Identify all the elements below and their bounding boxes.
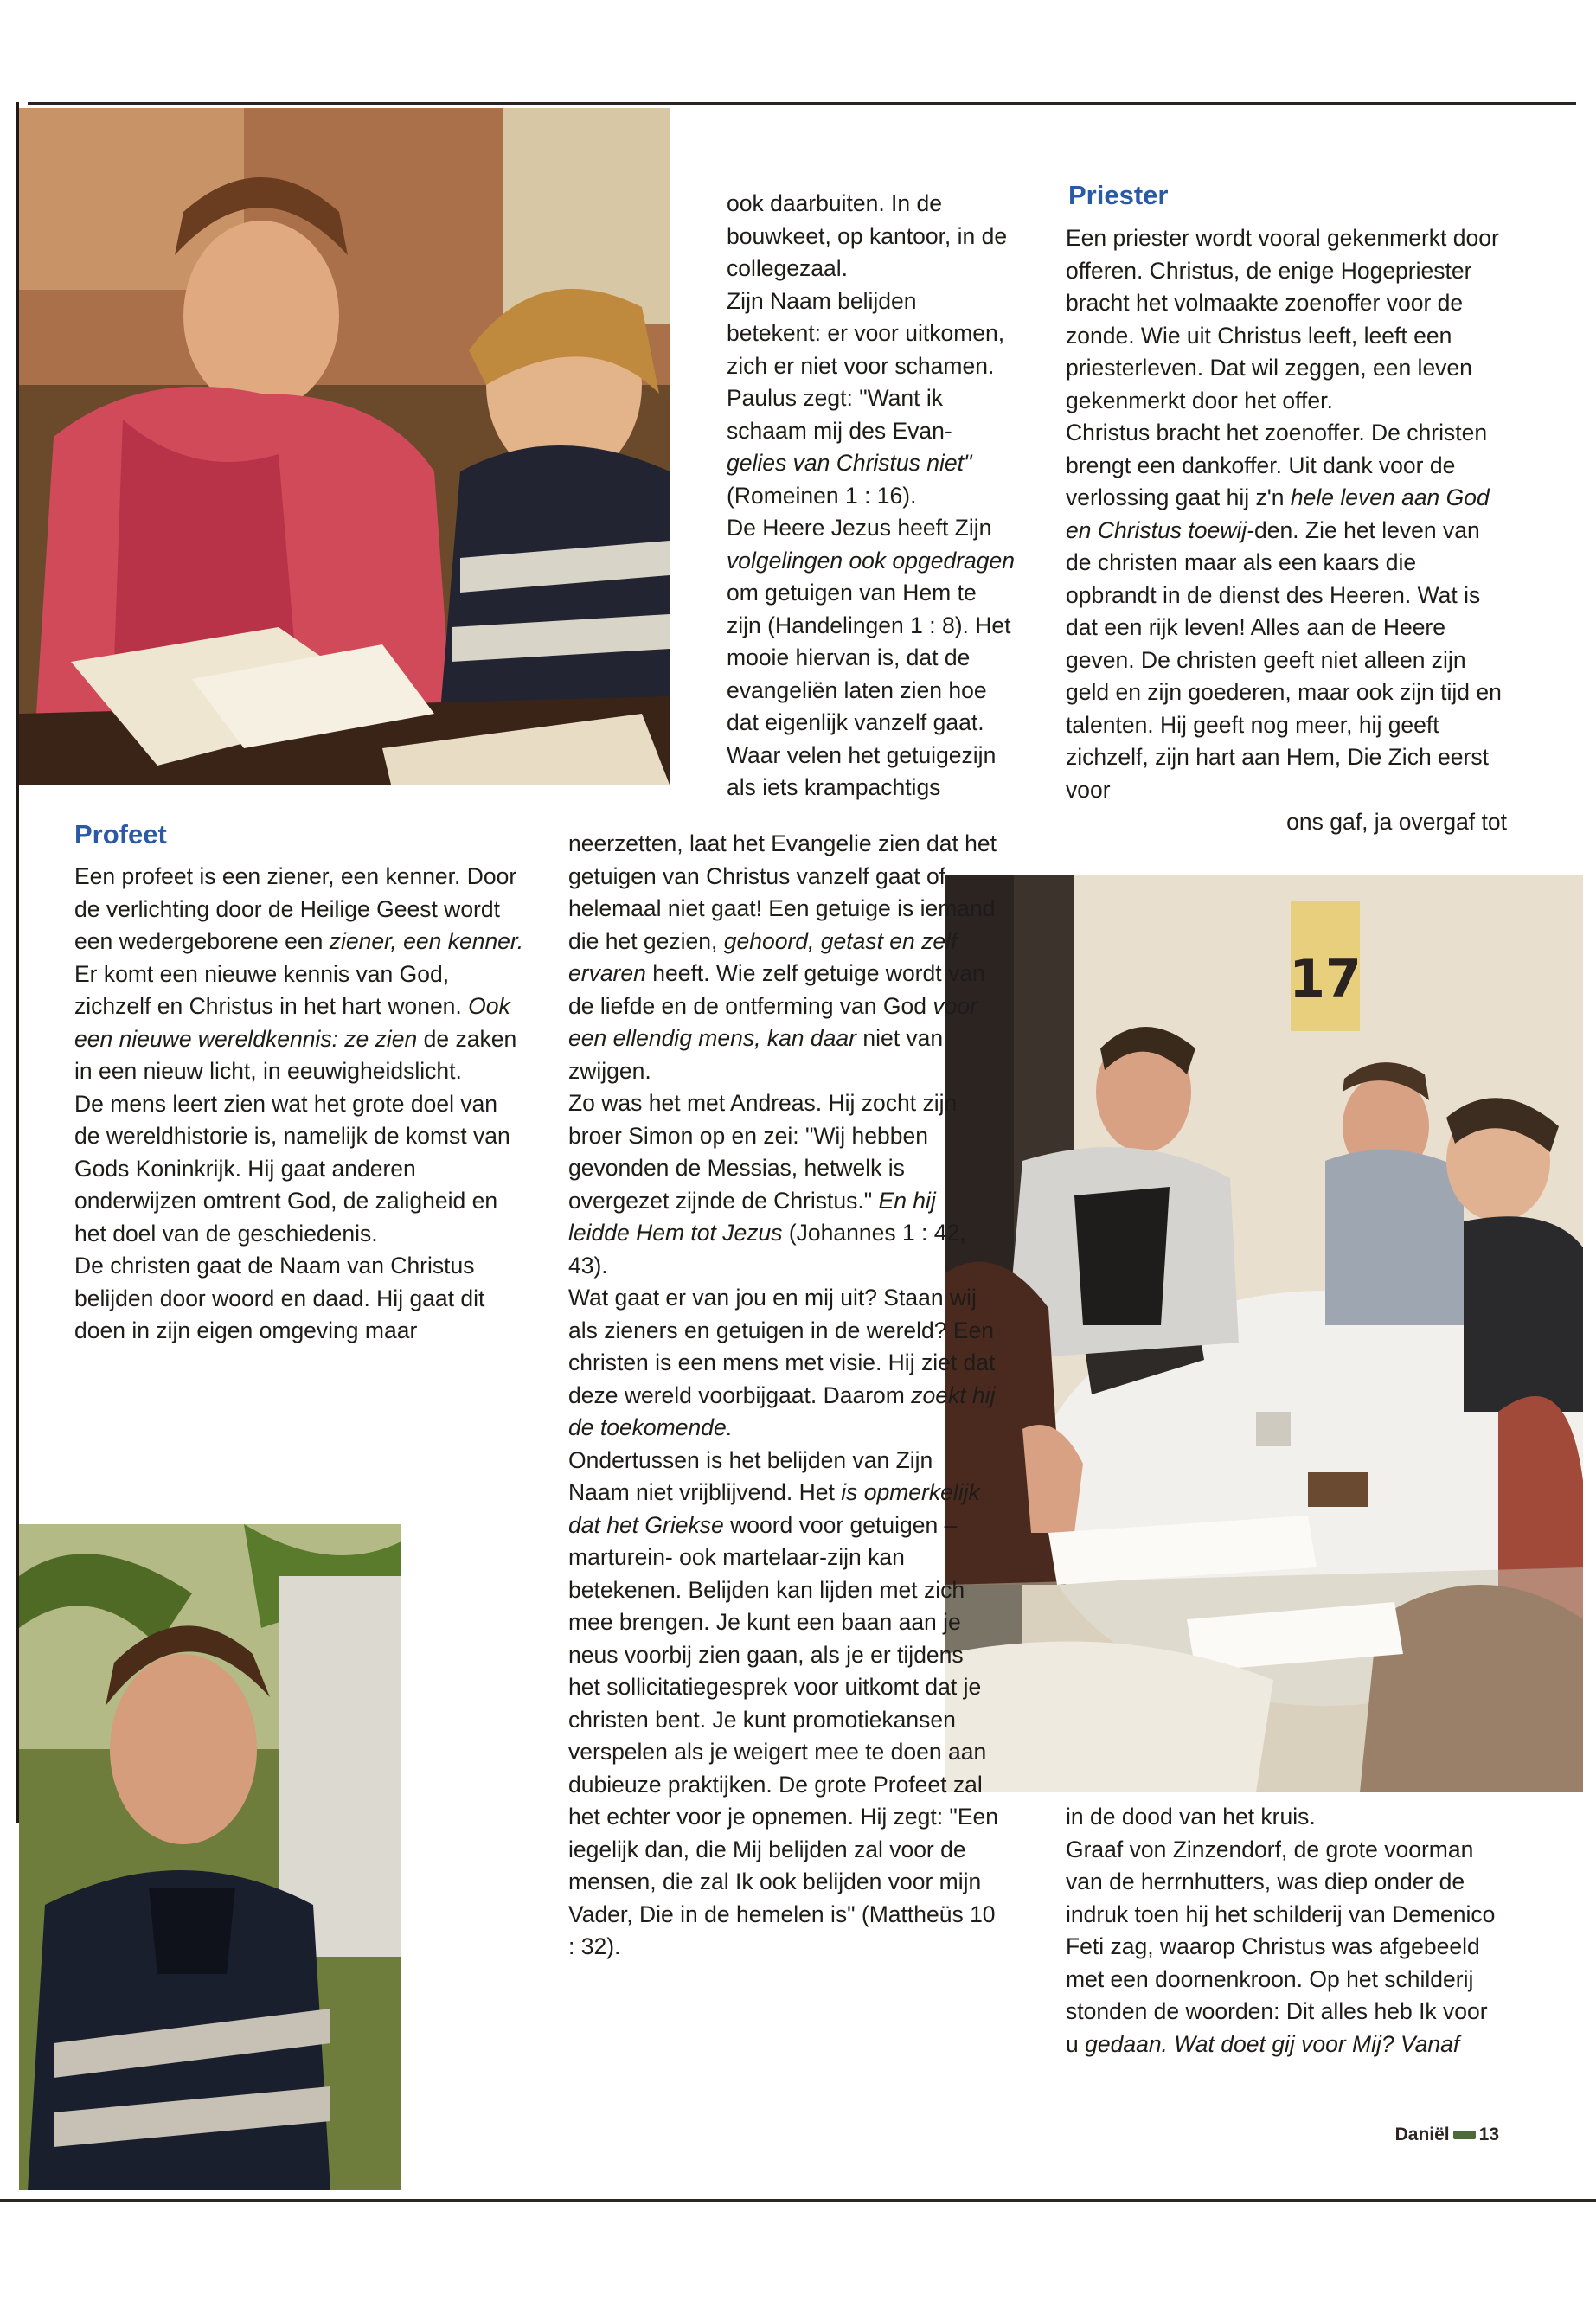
priester-c2: Graaf von Zinzendorf, de grote voorman van de herrnhutters, was diep onder de indruk toen hij het schilderij van Demenico Feti zag, waarop Christus was afgebeeld met een doornenkroon. Op het schilderij stonden de woorden: Dit alles heb Ik voor u bbox=[1066, 1836, 1496, 2057]
page-top-edge bbox=[28, 102, 1576, 105]
magazine-name: Daniël bbox=[1394, 2125, 1450, 2144]
middle-b2: Zo was het met Andreas. Hij zocht zijn broer Simon op en zei: "Wij hebben gevonden de Messias, hetwelk is overgezet zijnde de Christus." bbox=[568, 1090, 958, 1214]
middle-b4: Ondertussen is het belijden van Zijn Naam niet vrijblijvend. Het bbox=[568, 1446, 933, 1505]
profeet-p1-italic: ziener, een kenner. bbox=[329, 928, 524, 954]
middle-b2-italic: En hij leidde Hem tot Jezus bbox=[568, 1187, 936, 1246]
middle-b4b: woord voor getuigen –marturein- ook martelaar-zijn kan betekenen. Belijden kan lijden met zich mee brengen. Je kunt een baan aan je neus voorbij zien gaan, als je er tijdens het sollicitatiegesprek voor uitkomt dat je christen bent. Je kunt promotiekansen verspelen als je weigert mee te doen aan dubieuze praktijken. De grote Profeet zal het echter voor je opnemen. Hij zegt: "Een iegelijk dan, die Mij belijden zal voor de mensen, die zal Ik ook belijden voor mijn Vader, Die in de hemelen is" (Mattheüs 10 : 32). bbox=[568, 1511, 998, 1959]
priester-c2-italic: gedaan. Wat doet gij voor Mij? Vanaf bbox=[1085, 2030, 1460, 2057]
middle-column-top bbox=[727, 188, 1016, 804]
profeet-p3: De mens leert zien wat het grote doel van de wereldhistorie is, namelijk de komst van Gods Koninkrijk. Hij gaat anderen onderwijzen omtrent God, de zaligheid en het doel van de geschiedenis. bbox=[74, 1090, 510, 1247]
priester-p2b: den. Zie het leven van de christen maar als een kaars die opbrandt in de dienst des Heeren. Wat is dat een rijk leven! Alles aan de Heere geven. De christen geeft niet alleen zijn geld en zijn goederen, maar ook zijn tijd en talenten. Hij geeft nog meer, hij geeft zichzelf, zijn hart aan Hem, Die Zich eerst voor bbox=[1066, 516, 1502, 803]
profeet-heading: Profeet bbox=[74, 819, 167, 849]
middle-b1-italic2: voor een ellendig mens, kan daar bbox=[568, 992, 977, 1051]
middle-a2: Zijn Naam belijden betekent: er voor uitkomen, zich er niet voor schamen. Paulus zegt: "Want ik schaam mij des Evan- bbox=[727, 287, 1005, 444]
profeet-p2b: de zaken in een nieuw licht, in eeuwigheidslicht. bbox=[74, 1025, 517, 1084]
middle-b4-italic: is opmerkelijk dat het Griekse bbox=[568, 1479, 980, 1538]
priester-column-bottom bbox=[1066, 1801, 1498, 2061]
profeet-p2: Er komt een nieuwe kennis van God, zichzelf en Christus in het hart wonen. bbox=[74, 960, 462, 1019]
priester-p2: Christus bracht het zoenoffer. De christen brengt een dankoffer. Uit dank voor de verlossing gaat hij z'n bbox=[1066, 420, 1488, 510]
middle-b3-italic: zoekt hij de toekomende. bbox=[568, 1381, 996, 1440]
profeet-column bbox=[74, 861, 524, 1348]
profeet-p2-italic: Ook een nieuwe wereldkennis: ze zien bbox=[74, 993, 510, 1052]
page-footer bbox=[1395, 2125, 1499, 2145]
priester-column-top bbox=[1066, 222, 1507, 839]
middle-b1: neerzetten, laat het Evangelie zien dat het getuigen van Christus vanzelf gaat of helemaal niet gaat! Een getuige is iemand die het gezien, bbox=[568, 830, 997, 954]
middle-a3b: om getuigen van Hem te zijn (Handelingen 1 : 8). Het mooie hiervan is, dat de evangeliën laten zien hoe dat eigenlijk vanzelf gaat. Waar velen het getuigezijn als iets krampachtigs bbox=[727, 580, 1011, 800]
priester-p2c: ons gaf, ja overgaf tot bbox=[1286, 809, 1507, 835]
middle-b1-italic: gehoord, getast en zelf ervaren bbox=[568, 927, 958, 986]
middle-a3-italic: volgelingen ook opgedragen bbox=[727, 547, 1015, 574]
profeet-p4: De christen gaat de Naam van Christus belijden door woord en daad. Hij gaat dit doen in zijn eigen omgeving maar bbox=[74, 1253, 485, 1343]
photo-girls-reading bbox=[19, 108, 670, 785]
middle-a1: ook daarbuiten. In de bouwkeet, op kantoor, in de collegezaal. bbox=[727, 190, 1008, 281]
middle-a3: De Heere Jezus heeft Zijn bbox=[727, 515, 992, 541]
profeet-p1: Een profeet is een ziener, een kenner. Door de verlichting door de Heilige Geest wordt een wedergeborene een bbox=[74, 863, 517, 954]
middle-a2-italic: gelies van Christus niet" bbox=[727, 450, 972, 476]
priester-c1: in de dood van het kruis. bbox=[1066, 1804, 1316, 1830]
middle-b1b: heeft. Wie zelf getuige wordt van de liefde en de ontferming van God bbox=[568, 960, 985, 1019]
page-number: 13 bbox=[1478, 2125, 1499, 2144]
middle-b1c: niet van zwijgen. bbox=[568, 1025, 944, 1084]
priester-p1: Een priester wordt vooral gekenmerkt door offeren. Christus, de enige Hogepriester bracht het volmaakte zoenoffer voor de zonde. Wie uit Christus leeft, leeft een priesterleven. Dat wil zeggen, een leven gekenmerkt door het offer. bbox=[1066, 225, 1499, 413]
arrow-icon bbox=[1453, 2131, 1476, 2139]
middle-a2b: (Romeinen 1 : 16). bbox=[727, 482, 917, 509]
middle-column-bottom bbox=[568, 828, 999, 1964]
poster-number: 17 bbox=[1289, 949, 1362, 1009]
middle-b2b: (Johannes 1 : 42, 43). bbox=[568, 1220, 966, 1279]
middle-b3: Wat gaat er van jou en mij uit? Staan wij als zieners en getuigen in de wereld? Een christen is een mens met visie. Hij ziet dat deze wereld voorbijgaat. Daarom bbox=[568, 1285, 996, 1408]
priester-p2-italic: hele leven aan God en Christus toewij- bbox=[1066, 484, 1490, 543]
photo-young-man bbox=[19, 1524, 401, 2190]
priester-heading: Priester bbox=[1068, 180, 1169, 210]
photo-group-table bbox=[945, 875, 1583, 1792]
page-bottom-edge bbox=[0, 2199, 1596, 2202]
